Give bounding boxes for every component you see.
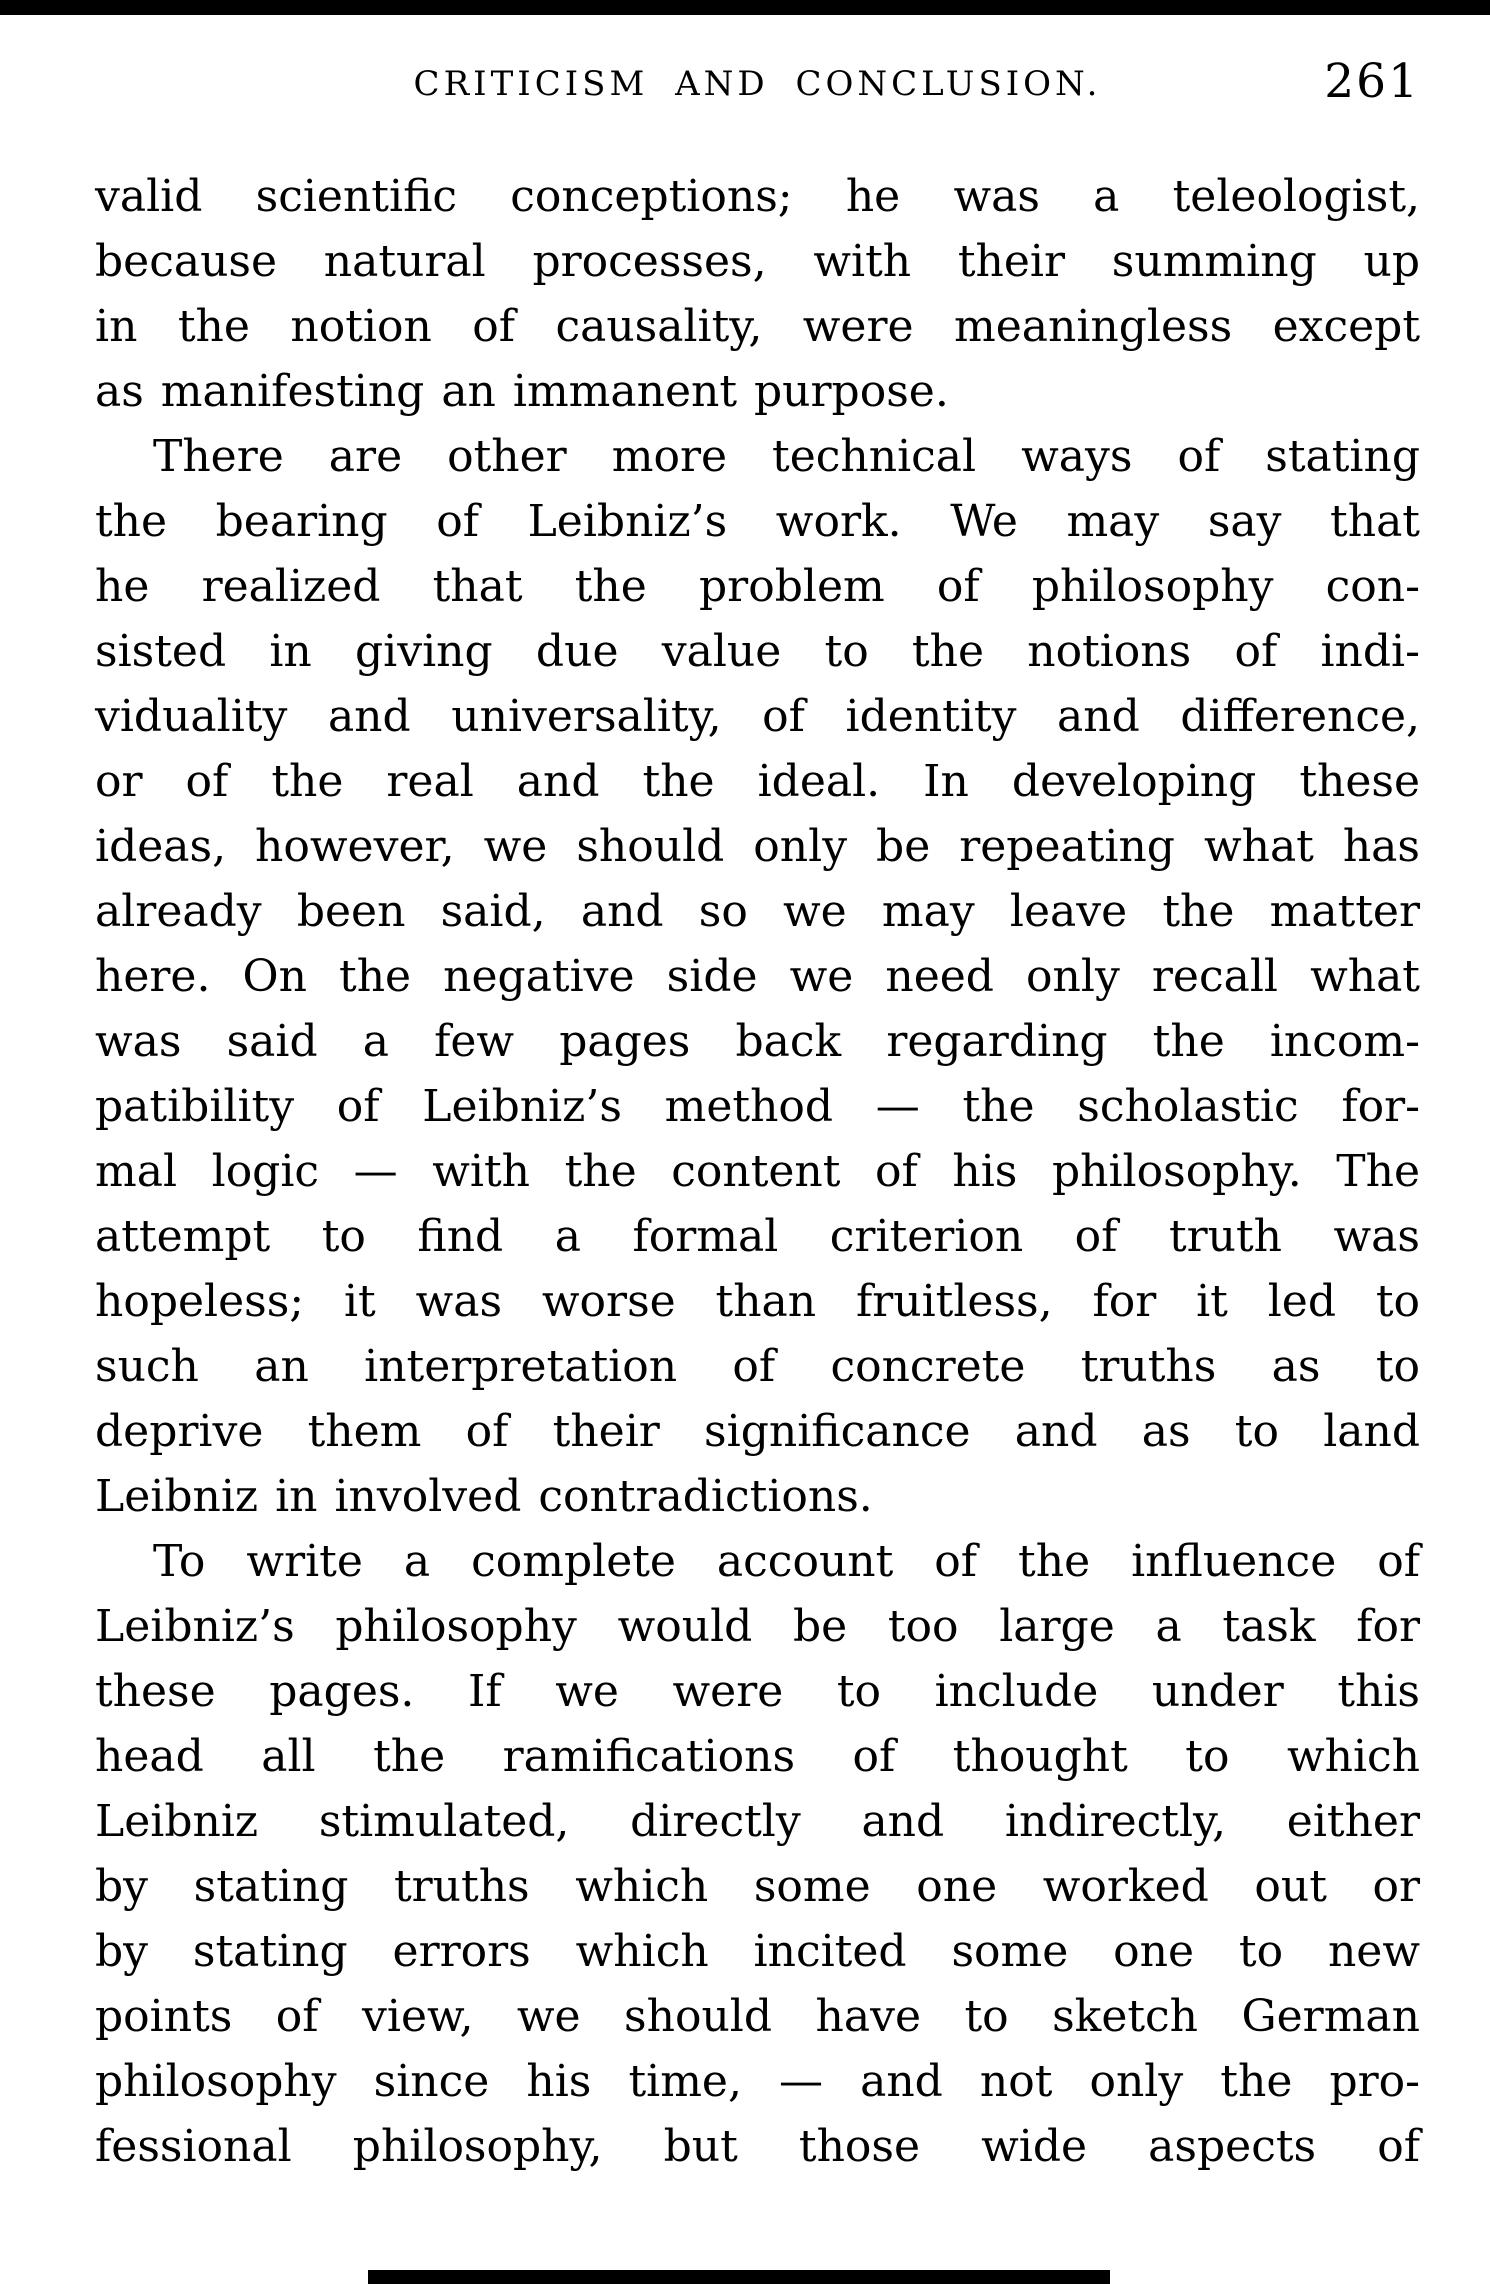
text-line: There are other more technical ways of stating [153,431,1420,482]
text-line: in the notion of causality, were meaningless except [95,301,1420,352]
text-line: Leibniz stimulated, directly and indirectly, either [95,1796,1420,1847]
text-line: head all the ramifications of thought to which [95,1731,1420,1782]
text-line: deprive them of their significance and as to land [95,1406,1420,1457]
text-line: patibility of Leibniz’s method — the scholastic for- [95,1081,1420,1132]
text-line: mal logic — with the content of his philosophy. The [95,1146,1420,1197]
text-line: ideas, however, we should only be repeating what has [95,821,1420,872]
page-title: CRITICISM AND CONCLUSION. [413,64,1102,104]
text-line: already been said, and so we may leave the matter [95,886,1420,937]
text-line: because natural processes, with their summing up [95,236,1420,287]
text-line: philosophy since his time, — and not only the pro- [95,2056,1420,2107]
scan-artifact-top-bar [0,0,1490,15]
text-line: hopeless; it was worse than fruitless, for it led to [95,1276,1420,1327]
text-line: points of view, we should have to sketch German [95,1991,1420,2042]
page-body [95,164,1420,2179]
text-line: fessional philosophy, but those wide aspects of [95,2121,1420,2172]
text-line: sisted in giving due value to the notions of indi- [95,626,1420,677]
page-number: 261 [1324,54,1420,109]
scan-artifact-bottom-bar [368,2270,1110,2284]
text-line: these pages. If we were to include under this [95,1666,1420,1717]
text-line: Leibniz in involved contradictions. [95,1471,873,1522]
text-line: or of the real and the ideal. In developing these [95,756,1420,807]
text-line: Leibniz’s philosophy would be too large a task for [95,1601,1420,1652]
text-line: was said a few pages back regarding the incom- [95,1016,1420,1067]
text-line: such an interpretation of concrete truths as to [95,1341,1420,1392]
text-line: here. On the negative side we need only recall what [95,951,1420,1002]
text-line: viduality and universality, of identity and difference, [95,691,1420,742]
text-line: attempt to find a formal criterion of truth was [95,1211,1420,1262]
text-line: the bearing of Leibniz’s work. We may say that [95,496,1420,547]
running-head [95,54,1420,109]
text-line: he realized that the problem of philosophy con- [95,561,1420,612]
text-line: by stating errors which incited some one to new [95,1926,1420,1977]
text-line: by stating truths which some one worked out or [95,1861,1420,1912]
text-line: as manifesting an immanent purpose. [95,366,949,417]
text-line: valid scientific conceptions; he was a teleologist, [95,171,1420,222]
text-line: To write a complete account of the influence of [153,1536,1420,1587]
